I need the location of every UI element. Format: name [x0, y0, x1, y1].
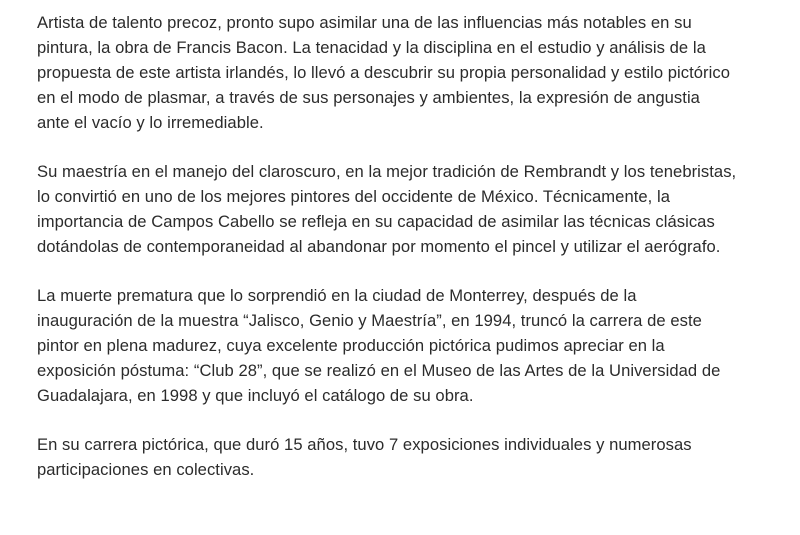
- paragraph-line: propuesta de este artista irlandés, lo llevó a descubrir su propia personalidad y estilo pictórico: [37, 63, 730, 82]
- paragraph-line: La muerte prematura que lo sorprendió en la ciudad de Monterrey, después de la: [37, 286, 637, 305]
- paragraph-3: [37, 283, 777, 408]
- paragraph-line: participaciones en colectivas.: [37, 460, 255, 479]
- paragraph-line: pintor en plena madurez, cuya excelente producción pictórica pudimos apreciar en la: [37, 336, 665, 355]
- paragraph-line: inauguración de la muestra “Jalisco, Genio y Maestría”, en 1994, truncó la carrera de este: [37, 311, 702, 330]
- paragraph-line: En su carrera pictórica, que duró 15 años, tuvo 7 exposiciones individuales y numerosas: [37, 435, 692, 454]
- paragraph-line: lo convirtió en uno de los mejores pintores del occidente de México. Técnicamente, la: [37, 187, 671, 206]
- paragraph-2: [37, 159, 777, 259]
- paragraph-line: ante el vacío y lo irremediable.: [37, 113, 264, 132]
- paragraph-line: importancia de Campos Cabello se refleja en su capacidad de asimilar las técnicas clásicas: [37, 212, 715, 231]
- paragraph-1: [37, 10, 777, 135]
- paragraph-line: Guadalajara, en 1998 y que incluyó el catálogo de su obra.: [37, 386, 474, 405]
- paragraph-line: dotándolas de contemporaneidad al abandonar por momento el pincel y utilizar el aerógrafo.: [37, 237, 721, 256]
- paragraph-line: en el modo de plasmar, a través de sus personajes y ambientes, la expresión de angustia: [37, 88, 700, 107]
- paragraph-4: [37, 432, 777, 482]
- article-body: [37, 10, 777, 506]
- paragraph-line: Su maestría en el manejo del claroscuro, en la mejor tradición de Rembrandt y los tenebristas,: [37, 162, 737, 181]
- paragraph-line: pintura, la obra de Francis Bacon. La tenacidad y la disciplina en el estudio y análisis de la: [37, 38, 706, 57]
- paragraph-line: Artista de talento precoz, pronto supo asimilar una de las influencias más notables en su: [37, 13, 692, 32]
- paragraph-line: exposición póstuma: “Club 28”, que se realizó en el Museo de las Artes de la Universidad de: [37, 361, 721, 380]
